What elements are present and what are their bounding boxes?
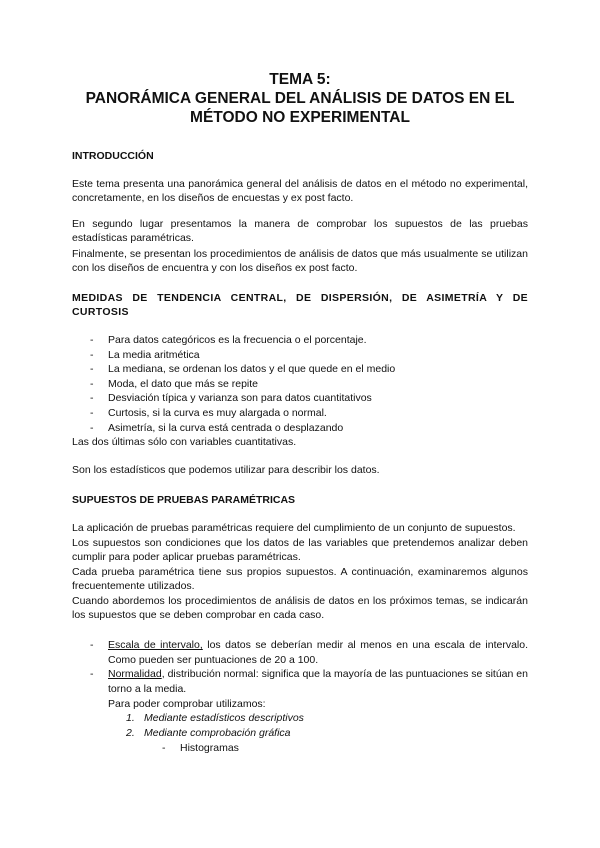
supuestos-paragraph-4: Cuando abordemos los procedimientos de análisis de datos en los próximos temas, se indicarán los supuestos que se deben comprobar en cada caso.	[72, 595, 528, 622]
medidas-list	[72, 333, 528, 435]
document-page	[72, 70, 528, 756]
supuestos-list	[72, 638, 528, 696]
doc-title-line1: TEMA 5:	[269, 71, 331, 88]
supuestos-paragraph-1: La aplicación de pruebas paramétricas requiere del cumplimiento de un conjunto de supuestos.	[72, 522, 516, 535]
doc-title-line2: PANORÁMICA GENERAL DEL ANÁLISIS DE DATOS EN EL	[85, 90, 515, 107]
list-item: - Moda, el dato que más se repite	[90, 377, 259, 390]
supuestos-paragraph-3: Cada prueba paramétrica tiene sus propios supuestos. A continuación, examinaremos algunos frecuentemente utilizados.	[72, 566, 528, 593]
list-item: - Asimetría, si la curva está centrada o desplazando	[90, 421, 344, 434]
medidas-after-list: Las dos últimas sólo con variables cuantitativas.	[72, 436, 297, 449]
metodos-list	[72, 711, 528, 741]
list-item: 1. Mediante estadísticos descriptivos	[126, 711, 304, 724]
intro-paragraph-1: Este tema presenta una panorámica general del análisis de datos en el método no experimental, concretamente, en los diseños de encuestas y ex post facto.	[72, 178, 528, 204]
list-item: - Curtosis, si la curva es muy alargada o normal.	[90, 406, 327, 419]
supuestos-paragraph-2: Los supuestos son condiciones que los datos de las variables que pretendemos analizar deben cumplir para poder aplicar pruebas paramétricas.	[72, 537, 528, 564]
medidas-paragraph-2: Son los estadísticos que podemos utilizar para describir los datos.	[72, 464, 380, 477]
medidas-heading: MEDIDAS DE TENDENCIA CENTRAL, DE DISPERSIÓN, DE ASIMETRÍA Y DE CURTOSIS	[72, 292, 528, 318]
list-item: - Desviación típica y varianza son para datos cuantitativos	[90, 392, 372, 405]
list-item: - Escala de intervalo, los datos se deberían medir al menos en una escala de intervalo. Como pueden ser puntuaciones de 20 a 100.	[90, 639, 529, 666]
list-item: 2. Mediante comprobación gráfica	[126, 726, 291, 739]
list-item: - Histogramas	[162, 741, 239, 754]
list-item: - Para datos categóricos es la frecuencia o el porcentaje.	[90, 334, 367, 346]
supuestos-heading: SUPUESTOS DE PRUEBAS PARAMÉTRICAS	[72, 494, 296, 507]
intro-heading: INTRODUCCIÓN	[72, 150, 154, 162]
intro-paragraph-3: Finalmente, se presentan los procedimientos de análisis de datos que más usualmente se utilizan con los diseños de encuentra y con los diseños ex post facto.	[72, 248, 528, 274]
list-item: - Normalidad, distribución normal: significa que la mayoría de las puntuaciones se sitúan en torno a la media.	[90, 668, 528, 695]
term-escala-intervalo: Escala de intervalo,	[108, 639, 203, 652]
intro-paragraph-2: En segundo lugar presentamos la manera de comprobar los supuestos de las pruebas estadísticas paramétricas.	[72, 218, 528, 244]
doc-title-line3: MÉTODO NO EXPERIMENTAL	[190, 109, 410, 126]
comprobar-text: Para poder comprobar utilizamos:	[108, 697, 266, 710]
list-item: - La media aritmética	[90, 348, 200, 361]
list-item: - La mediana, se ordenan los datos y el que quede en el medio	[90, 363, 396, 376]
term-normalidad: Normalidad	[108, 668, 162, 681]
